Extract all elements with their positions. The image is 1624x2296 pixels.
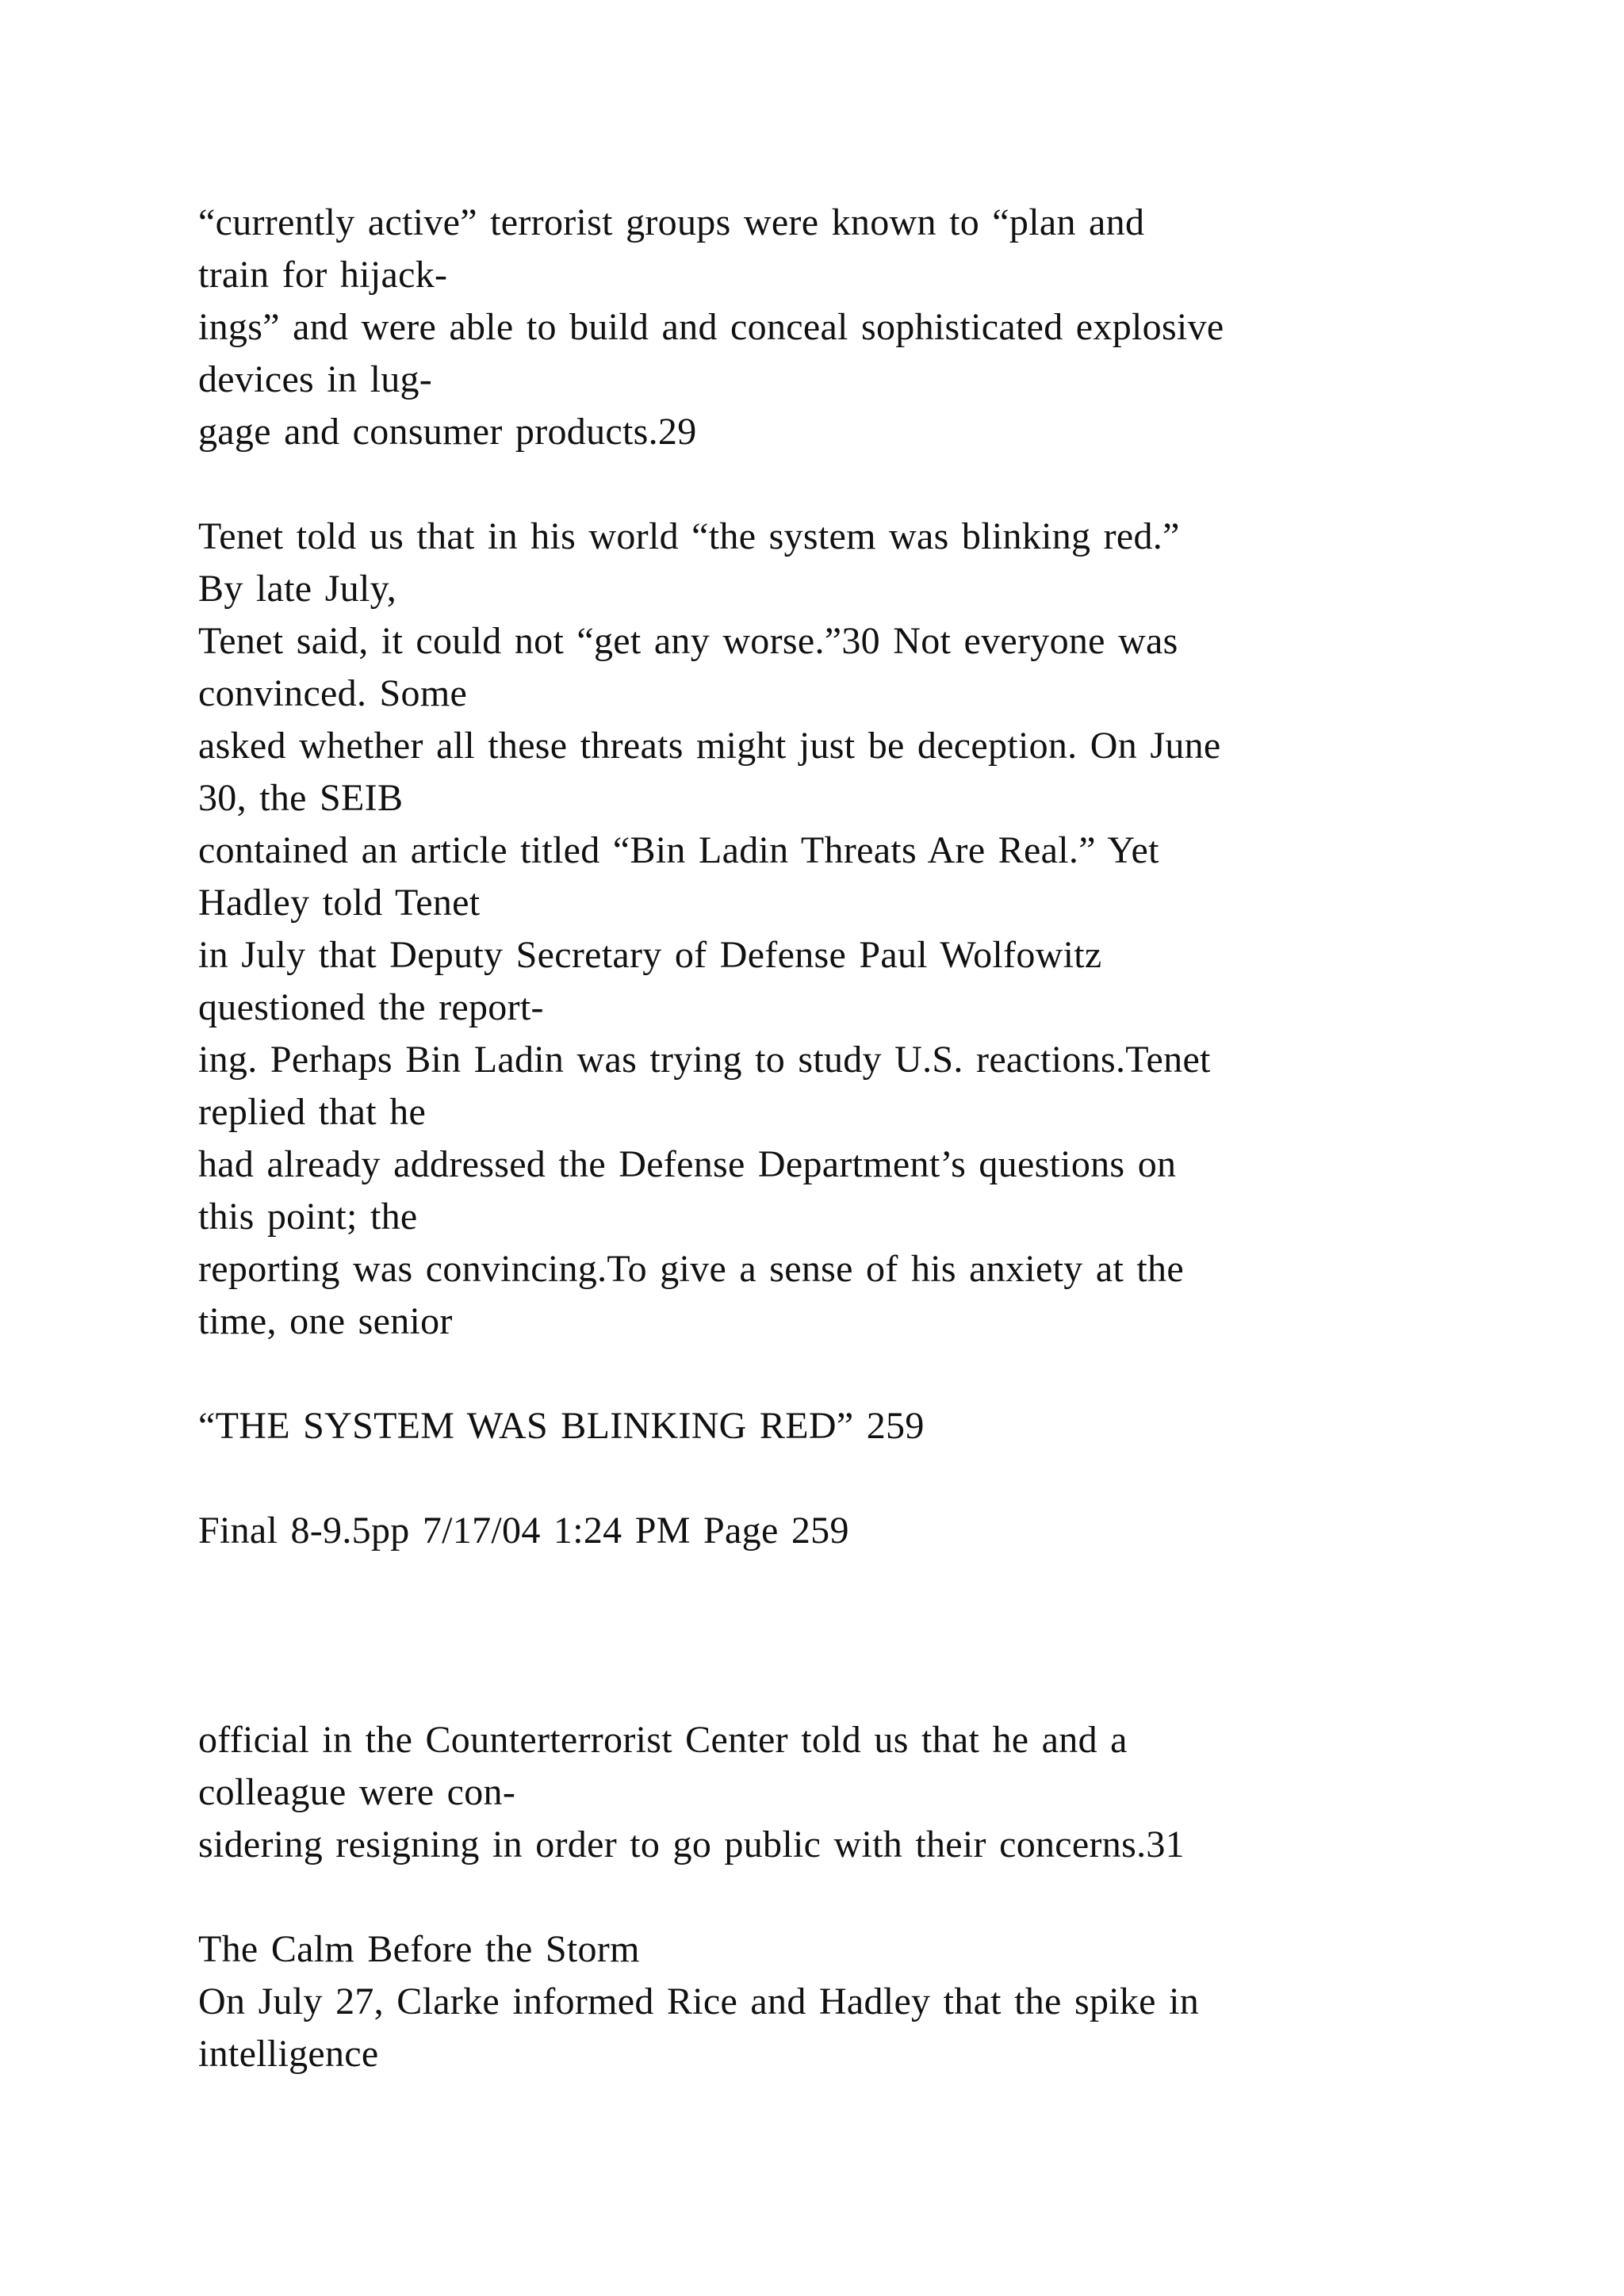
text-line: convinced. Some	[198, 672, 468, 714]
text-line: this point; the	[198, 1196, 418, 1238]
text-line: questioned the report-	[198, 986, 544, 1028]
text-line: replied that he	[198, 1091, 427, 1133]
text-line: time, one senior	[198, 1300, 453, 1342]
text-line: ings” and were able to build and conceal sophisticated explosive	[198, 306, 1224, 348]
text-line: had already addressed the Defense Department’s questions on	[198, 1143, 1177, 1185]
text-line: “currently active” terrorist groups were known to “plan and	[198, 201, 1145, 243]
text-line: Hadley told Tenet	[198, 882, 481, 924]
text-line: colleague were con-	[198, 1771, 516, 1813]
text-line: ing. Perhaps Bin Ladin was trying to study U.S. reactions.Tenet	[198, 1039, 1211, 1081]
text-line: Tenet said, it could not “get any worse.”30 Not everyone was	[198, 620, 1178, 662]
running-header: “THE SYSTEM WAS BLINKING RED” 259	[198, 1405, 925, 1447]
text-line: train for hijack-	[198, 254, 448, 296]
text-line: 30, the SEIB	[198, 777, 404, 819]
text-line: gage and consumer products.29	[198, 411, 697, 453]
text-line: asked whether all these threats might just be deception. On June	[198, 725, 1221, 767]
text-line: devices in lug-	[198, 358, 433, 400]
text-line: By late July,	[198, 568, 397, 610]
text-line: in July that Deputy Secretary of Defense Paul Wolfowitz	[198, 934, 1102, 976]
text-line: On July 27, Clarke informed Rice and Hadley that the spike in	[198, 1980, 1200, 2022]
text-line: official in the Counterterrorist Center told us that he and a	[198, 1719, 1128, 1761]
text-line: intelligence	[198, 2033, 379, 2075]
text-line: reporting was convincing.To give a sense of his anxiety at the	[198, 1248, 1184, 1290]
section-heading: The Calm Before the Storm	[198, 1928, 640, 1970]
text-line: Tenet told us that in his world “the system was blinking red.”	[198, 515, 1180, 557]
print-slug: Final 8-9.5pp 7/17/04 1:24 PM Page 259	[198, 1510, 849, 1552]
text-line: contained an article titled “Bin Ladin Threats Are Real.” Yet	[198, 829, 1159, 871]
text-line: sidering resigning in order to go public with their concerns.31	[198, 1823, 1185, 1866]
